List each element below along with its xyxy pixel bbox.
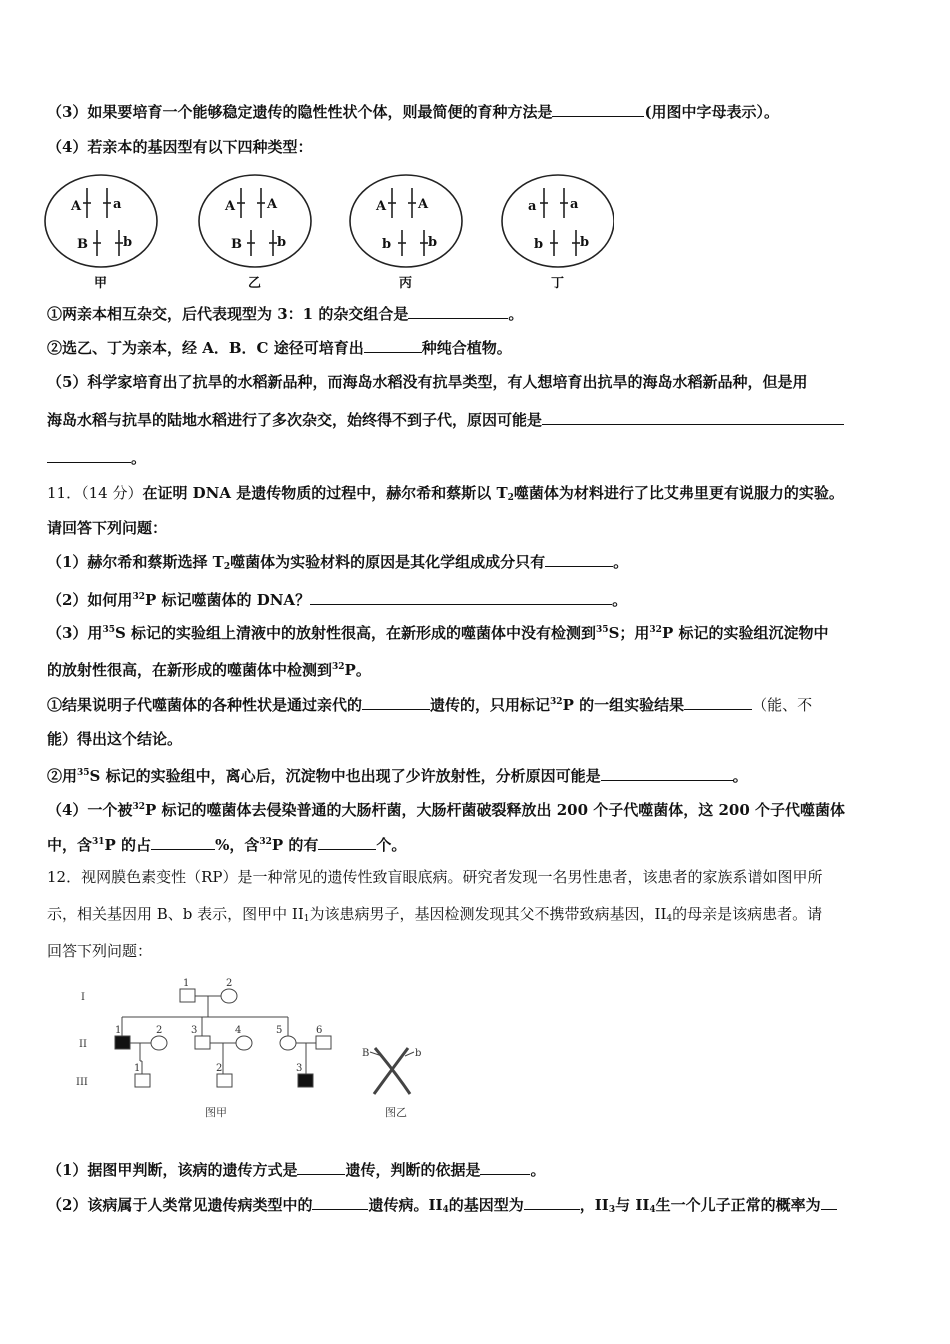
pedigree-II6-male [316,1036,331,1049]
q11-part2: （2）如何用$^{32}$P 标记噬菌体的 DNA？ 。 [47,591,628,609]
answer-blank[interactable] [684,695,752,710]
q10-part5-line2: 海岛水稻与抗旱的陆地水稻进行了多次杂交，始终得不到子代，原因可能是 [47,410,904,430]
fig-caption-b: 图乙 [385,1106,407,1119]
answer-blank[interactable] [297,1160,345,1175]
answer-blank[interactable] [310,590,612,605]
answer-blank[interactable] [542,410,844,425]
allele-label: A [376,199,387,214]
allele-label: A [225,199,236,214]
genotype-cell-3 [350,175,462,291]
gen-label-I: I [81,992,85,1003]
chrom-label-right: b [415,1048,422,1059]
fig-caption-a: 图甲 [205,1106,227,1119]
pedigree-figure [60,972,440,1132]
q10-sub2: ②选乙、丁为亲本，经 A．B．C 途径可培育出 种纯合植物。 [47,339,512,357]
answer-blank[interactable] [318,835,376,850]
allele-label: b [382,237,392,252]
q11-part3-line2: 的放射性很高，在新形成的噬菌体中检测到$^{32}$P。 [47,661,371,679]
q11-sub2: ②用$^{35}$S 标记的实验组中，离心后，沉淀物中也出现了少许放射性，分析原因可能是 。 [47,767,748,785]
q10-part4: （4）若亲本的基因型有以下四种类型： [47,138,313,156]
pedigree-number: 2 [156,1025,163,1036]
allele-label: a [113,197,122,212]
genotype-cell-1 [45,175,157,291]
answer-blank[interactable] [47,448,131,463]
cell-membrane [502,175,614,267]
q11-sub1-line1: ①结果说明子代噬菌体的各种性状是通过亲代的 遗传的，只用标记$^{32}$P 的一组实验结果 （能、不 [47,696,813,714]
answer-blank[interactable] [312,1195,368,1210]
q12-part1: （1）据图甲判断，该病的遗传方式是 遗传，判断的依据是 。 [47,1161,546,1179]
q11-part4-line2: 中，含$^{31}$P 的占 %，含$^{32}$P 的有 个。 [47,836,407,854]
answer-blank[interactable] [552,102,644,117]
q11-part4-line1: （4）一个被$^{32}$P 标记的噬菌体去侵染普通的大肠杆菌，大肠杆菌破裂释放出 200 个子代噬菌体，这 200 个子代噬菌体 [47,801,846,819]
q11-sub1-line2: 能）得出这个结论。 [47,730,183,748]
allele-label: A [418,197,429,212]
pedigree-I1-male [180,989,195,1002]
pedigree-number: 5 [276,1025,283,1036]
pedigree-III3-affected-male [298,1074,313,1087]
pedigree-number: 2 [216,1063,223,1074]
pedigree-III1-male [135,1074,150,1087]
q12-header-line2: 示，相关基因用 B、b 表示，图甲中 $II_1$为该患病男子，基因检测发现其父不携带致病基因，$II_4$的母亲是该病患者。请 [47,905,823,924]
answer-blank[interactable] [364,338,422,353]
chrom-label-left: B [362,1048,370,1059]
q11-header: 11．（14 分）在证明 DNA 是遗传物质的过程中，赫尔希和蔡斯以 $T_2$噬菌体为材料进行了比艾弗里更有说服力的实验。 [47,484,844,503]
gen-label-II: II [79,1039,87,1050]
allele-label: a [528,199,537,214]
allele-label: b [580,235,590,250]
pedigree-number: 3 [296,1063,303,1074]
cell-membrane [45,175,157,267]
q11-part1: （1）赫尔希和蔡斯选择 $T_2$噬菌体为实验材料的原因是其化学组成成分只有 。 [47,553,629,572]
pedigree-II1-affected-male [115,1036,130,1049]
cell-label: 乙 [248,276,262,291]
q11-part3-line1: （3）用$^{35}$S 标记的实验组上清液中的放射性很高，在新形成的噬菌体中没有检测到$^{35}$S；用$^{32}$P 标记的实验组沉淀物中 [47,624,829,642]
pedigree-II4-female [236,1036,252,1050]
pedigree-number: 2 [226,978,233,989]
answer-blank[interactable] [408,304,508,319]
q12-header-line1: 12．视网膜色素变性（RP）是一种常见的遗传性致盲眼底病。研究者发现一名男性患者，该患者的家族系谱如图甲所 [47,868,823,886]
answer-blank[interactable] [480,1160,530,1175]
pedigree-II5-female [280,1036,296,1050]
pedigree-number: 6 [316,1025,323,1036]
q10-sub1: ①两亲本相互杂交，后代表现型为 3：1 的杂交组合是 。 [47,305,524,323]
allele-label: A [71,199,82,214]
pedigree-II3-male [195,1036,210,1049]
cell-membrane [199,175,311,267]
answer-blank[interactable] [362,695,430,710]
answer-blank[interactable] [524,1195,580,1210]
allele-label: B [231,237,242,252]
gen-label-III: III [76,1077,88,1088]
answer-blank[interactable] [545,552,613,567]
answer-blank[interactable] [601,766,733,781]
genotype-cells-figure [44,170,614,292]
allele-label: a [570,197,579,212]
answer-blank[interactable] [151,835,215,850]
pedigree-number: 1 [183,978,190,989]
allele-label: b [428,235,438,250]
allele-label: B [77,237,88,252]
pedigree-II2-female [151,1036,167,1050]
cell-label: 甲 [94,276,108,291]
allele-label: b [534,237,544,252]
cell-label: 丙 [399,276,413,291]
pedigree-number: 3 [191,1025,198,1036]
cell-membrane [350,175,462,267]
allele-label: b [123,235,133,250]
allele-label: b [277,235,287,250]
q10-part5-line1: （5）科学家培育出了抗旱的水稻新品种，而海岛水稻没有抗旱类型，有人想培育出抗旱的海岛水稻新品种，但是用 [47,373,808,391]
pedigree-number: 1 [115,1025,122,1036]
pedigree-I2-female [221,989,237,1003]
pedigree-number: 1 [134,1063,141,1074]
q12-header-line3: 回答下列问题： [47,942,153,960]
pedigree-svg [60,972,440,1132]
genotype-cell-4 [502,175,614,291]
answer-blank[interactable] [821,1195,837,1210]
q10-part3: （3）如果要培育一个能够稳定遗传的隐性性状个体，则最简便的育种方法是 (用图中字母表示）。 [47,103,780,121]
genotype-cells-svg [44,170,614,292]
allele-label: A [267,197,278,212]
q11-header-line2: 请回答下列问题： [47,519,168,537]
cell-label: 丁 [551,276,565,291]
genotype-cell-2 [199,175,311,291]
pedigree-number: 4 [235,1025,242,1036]
q10-part5-line3: 。 [47,448,904,468]
q12-part2: （2）该病属于人类常见遗传病类型中的 遗传病。$II_4$的基因型为 ，$II_3$与 $II_4$生一个儿子正常的概率为 [47,1195,904,1220]
pedigree-III2-male [217,1074,232,1087]
